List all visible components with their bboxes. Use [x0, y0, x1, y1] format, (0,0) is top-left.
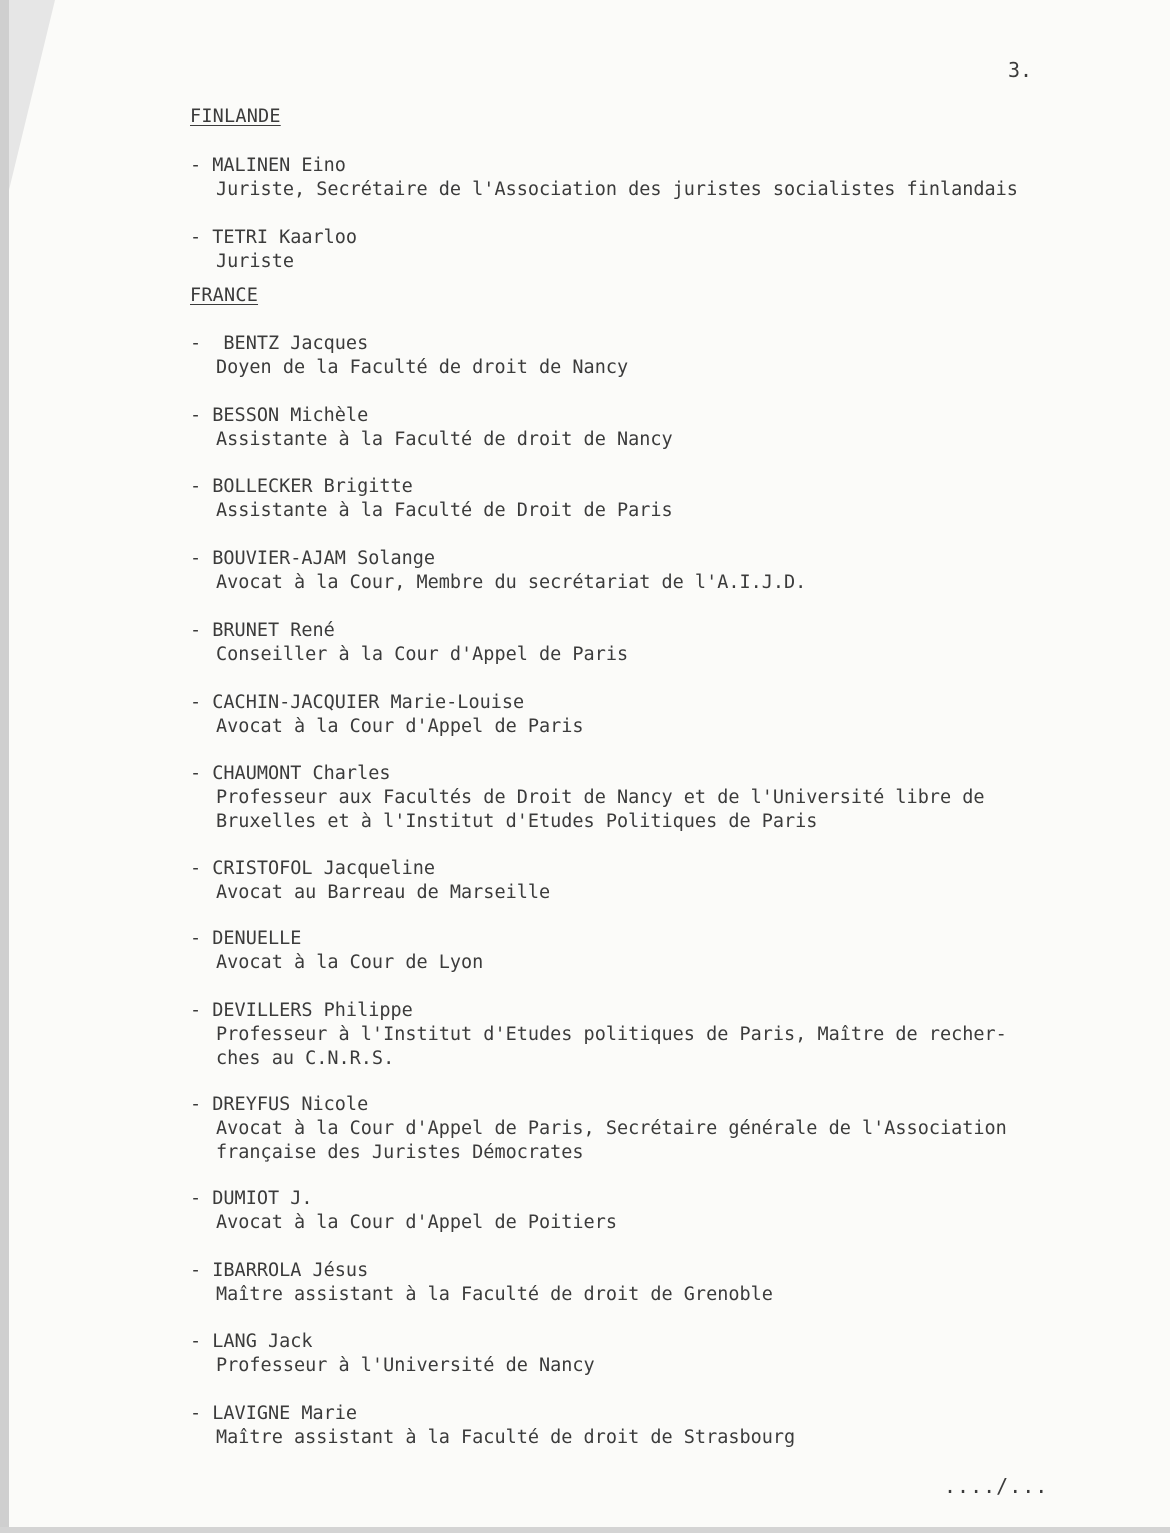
person-description: Avocat à la Cour, Membre du secrétariat de l'A.I.J.D. — [216, 572, 807, 593]
list-item — [190, 154, 1150, 202]
person-description: Avocat à la Cour d'Appel de Paris — [216, 716, 584, 737]
person-name: - TETRI Kaarloo — [190, 227, 358, 248]
person-name: - DUMIOT J. — [190, 1188, 313, 1209]
person-name: - BOUVIER-AJAM Solange — [190, 548, 436, 569]
person-name: - LAVIGNE Marie — [190, 1403, 358, 1424]
scan-bottom-edge — [0, 1527, 1170, 1533]
list-item — [190, 1402, 1150, 1450]
country-heading-finlande: FINLANDE — [190, 106, 281, 127]
scan-corner-shadow — [0, 0, 60, 200]
person-description: Maître assistant à la Faculté de droit de Strasbourg — [216, 1427, 796, 1448]
list-item — [190, 857, 1150, 905]
list-item — [190, 1187, 1150, 1235]
person-name: - MALINEN Eino — [190, 155, 346, 176]
person-description: Avocat à la Cour d'Appel de Paris, Secrétaire générale de l'Association française des Juristes Démocrates — [216, 1118, 1007, 1163]
person-name: - BESSON Michèle — [190, 405, 369, 426]
person-name: - DENUELLE — [190, 928, 302, 949]
person-name: - IBARROLA Jésus — [190, 1260, 369, 1281]
list-item — [190, 999, 1150, 1070]
person-name: - BENTZ Jacques — [190, 333, 369, 354]
list-item — [190, 332, 1150, 380]
list-item — [190, 226, 1150, 274]
list-item — [190, 1093, 1150, 1164]
person-description: Maître assistant à la Faculté de droit de Grenoble — [216, 1284, 773, 1305]
list-item — [190, 927, 1150, 975]
page-number: 3. — [1008, 58, 1033, 82]
person-description: Juriste — [216, 251, 294, 272]
list-item — [190, 475, 1150, 523]
person-description: Professeur aux Facultés de Droit de Nancy et de l'Université libre de Bruxelles et à l'Institut d'Etudes Politiques de Paris — [216, 787, 985, 832]
list-item — [190, 1330, 1150, 1378]
list-item — [190, 762, 1150, 833]
person-name: - DREYFUS Nicole — [190, 1094, 369, 1115]
person-name: - BRUNET René — [190, 620, 335, 641]
person-name: - LANG Jack — [190, 1331, 313, 1352]
list-item — [190, 547, 1150, 595]
person-name: - CRISTOFOL Jacqueline — [190, 858, 436, 879]
person-name: - CACHIN-JACQUIER Marie-Louise — [190, 692, 525, 713]
person-description: Assistante à la Faculté de Droit de Paris — [216, 500, 673, 521]
person-description: Conseiller à la Cour d'Appel de Paris — [216, 644, 629, 665]
list-item — [190, 619, 1150, 667]
person-description: Avocat au Barreau de Marseille — [216, 882, 551, 903]
continuation-mark: ..../... — [944, 1474, 1049, 1498]
person-description: Avocat à la Cour de Lyon — [216, 952, 484, 973]
scan-left-edge — [0, 0, 9, 1533]
list-item — [190, 1259, 1150, 1307]
person-description: Juriste, Secrétaire de l'Association des juristes socialistes finlandais — [216, 179, 1018, 200]
country-heading-france: FRANCE — [190, 285, 259, 306]
person-name: - DEVILLERS Philippe — [190, 1000, 413, 1021]
person-description: Avocat à la Cour d'Appel de Poitiers — [216, 1212, 617, 1233]
person-description: Professeur à l'Institut d'Etudes politiques de Paris, Maître de recher- ches au C.N.R.S. — [216, 1024, 1007, 1069]
list-item — [190, 404, 1150, 452]
list-item — [190, 691, 1150, 739]
person-name: - BOLLECKER Brigitte — [190, 476, 413, 497]
person-name: - CHAUMONT Charles — [190, 763, 391, 784]
person-description: Assistante à la Faculté de droit de Nancy — [216, 429, 673, 450]
person-description: Professeur à l'Université de Nancy — [216, 1355, 595, 1376]
person-description: Doyen de la Faculté de droit de Nancy — [216, 357, 629, 378]
